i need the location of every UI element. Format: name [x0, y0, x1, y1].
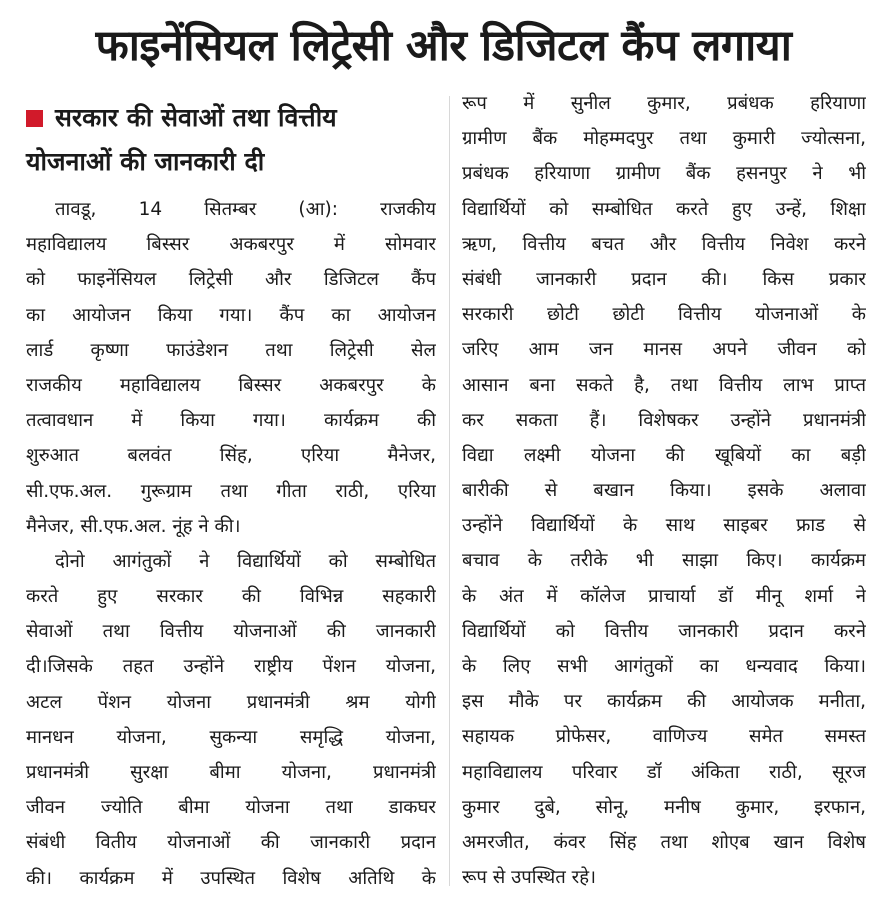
text-line: उन्होंने विद्यार्थियों के साथ साइबर फ्राड से [462, 515, 866, 537]
headline: फाइनेंसियल लिट्रेसी और डिजिटल कैंप लगाया [95, 21, 792, 71]
text-line: इस मौके पर कार्यक्रम की आयोजक मनीता, [462, 691, 866, 713]
text-line: राजकीय महाविद्यालय बिस्सर अकबरपुर के [26, 374, 436, 396]
text-line: अटल पेंशन योजना प्रधानमंत्री श्रम योगी [26, 691, 436, 713]
article-column-left [26, 192, 436, 896]
text-line: जरिए आम जन मानस अपने जीवन को [462, 339, 866, 361]
text-line: महाविद्यालय परिवार डॉ अंकिता राठी, सूरज [462, 761, 866, 783]
text-line: मानधन योजना, सुकन्या समृद्धि योजना, [26, 726, 436, 748]
text-line: की। कार्यक्रम में उपस्थित विशेष अतिथि के [26, 867, 436, 889]
text-line: तत्वावधान में किया गया। कार्यक्रम की [26, 410, 436, 432]
text-line: सहायक प्रोफेसर, वाणिज्य समेत समस्त [462, 726, 866, 748]
red-square-bullet-icon [26, 110, 43, 127]
text-line: कर सकता हैं। विशेषकर उन्होंने प्रधानमंत्री [462, 409, 866, 431]
text-line: रूप से उपस्थित रहे। [462, 867, 597, 889]
text-line: विद्यार्थियों को वित्तीय जानकारी प्रदान करने [462, 620, 866, 642]
text-line: बचाव के तरीके भी साझा किए। कार्यक्रम [462, 550, 866, 572]
text-line: प्रबंधक हरियाणा ग्रामीण बैंक हसनपुर ने भी [462, 163, 866, 185]
text-line: के लिए सभी आगंतुकों का धन्यवाद किया। [462, 656, 866, 677]
text-line-content: दोनो आगंतुकों ने विद्यार्थियों को सम्बोधित [55, 550, 436, 572]
text-line: विद्यार्थियों को सम्बोधित करते हुए उन्हें, शिक्षा [462, 198, 866, 220]
subheadline-line-2: योजनाओं की जानकारी दी [26, 147, 265, 176]
text-line [26, 192, 436, 227]
text-line: प्रधानमंत्री सुरक्षा बीमा योजना, प्रधानमंत्री [26, 762, 436, 783]
text-line: संबंधी वितीय योजनाओं की जानकारी प्रदान [26, 832, 436, 854]
subheadline-line-1 [26, 96, 436, 140]
text-line: करते हुए सरकार की विभिन्न सहकारी [26, 586, 436, 608]
text-line: शुरुआत बलवंत सिंह, एरिया मैनेजर, [26, 445, 436, 467]
text-line: सेवाओं तथा वित्तीय योजनाओं की जानकारी [26, 621, 436, 643]
text-line: विद्या लक्ष्मी योजना की खूबियों का बड़ी [462, 444, 866, 466]
article-column-right [462, 86, 866, 895]
text-line: संबंधी जानकारी प्रदान की। किस प्रकार [462, 268, 866, 290]
text-line: अमरजीत, कंवर सिंह तथा शोएब खान विशेष [462, 831, 866, 853]
text-line: महाविद्यालय बिस्सर अकबरपुर में सोमवार [26, 234, 436, 256]
text-line: जीवन ज्योति बीमा योजना तथा डाकघर [26, 797, 436, 819]
text-line-content: तावडू, 14 सितम्बर (आ): राजकीय [55, 199, 436, 220]
text-line: मैनेजर, सी.एफ.अल. नूंह ने की। [26, 515, 241, 537]
subheadline-text-1: सरकार की सेवाओं तथा वित्तीय [55, 103, 337, 132]
text-line: बारीकी से बखान किया। इसके अलावा [462, 480, 866, 502]
text-line: ऋण, वित्तीय बचत और वित्तीय निवेश करने [462, 233, 866, 255]
text-line: दी।जिसके तहत उन्होंने राष्ट्रीय पेंशन योजना, [26, 656, 436, 678]
text-line: के अंत में कॉलेज प्राचार्या डॉ मीनू शर्मा ने [462, 585, 866, 607]
text-line: आसान बना सकते है, तथा वित्तीय लाभ प्राप्त [462, 374, 866, 396]
text-line: सी.एफ.अल. गुरूग्राम तथा गीता राठी, एरिया [26, 480, 436, 502]
subheadline [26, 96, 436, 184]
text-line: कुमार दुबे, सोनू, मनीष कुमार, इरफान, [462, 796, 866, 818]
text-line: को फाइनेंसियल लिट्रेसी और डिजिटल कैंप [26, 269, 436, 291]
text-line: रूप में सुनील कुमार, प्रबंधक हरियाणा [462, 93, 866, 114]
text-line: ग्रामीण बैंक मोहम्मदपुर तथा कुमारी ज्योत्सना, [462, 128, 866, 150]
text-line [26, 544, 436, 579]
text-line: का आयोजन किया गया। कैंप का आयोजन [26, 304, 436, 326]
text-line: लार्ड कृष्णा फाउंडेशन तथा लिट्रेसी सेल [26, 339, 436, 361]
column-divider [449, 96, 450, 886]
text-line: सरकारी छोटी छोटी वित्तीय योजनाओं के [462, 304, 866, 326]
